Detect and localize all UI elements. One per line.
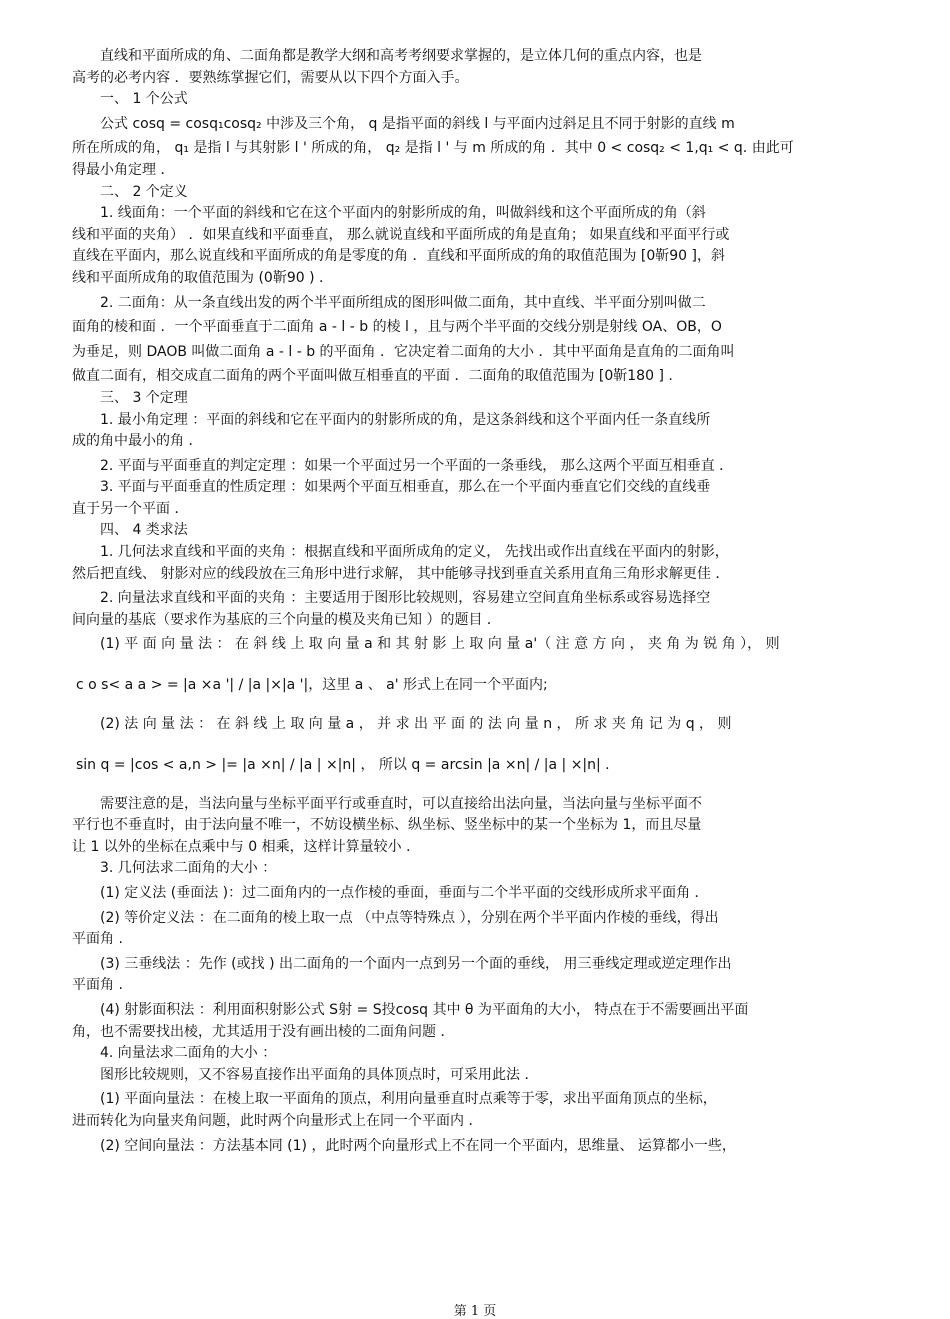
paragraph-line: 图形比较规则，又不容易直接作出平面角的具体顶点时，可采用此法 ．	[72, 1066, 539, 1083]
paragraph-line: 1. 最小角定理 ：平面的斜线和它在平面内的射影所成的角，是这条斜线和这个平面内任一条直线所	[72, 411, 711, 428]
page-number: 第 1 页	[453, 1304, 497, 1319]
paragraph-line: (1) 定义法 (垂面法 )：过二面角内的一点作棱的垂面，垂面与二个半平面的交线形成所求平面角 ．	[72, 885, 709, 901]
paragraph-line: 4. 向量法求二面角的大小 ：	[72, 1045, 277, 1062]
paragraph-line: 成的角中最小的角 ．	[72, 433, 203, 450]
paragraph-line: 直线在平面内，那么说直线和平面所成的角是零度的角 ．直线和平面所成的角的取值范围为 [0靳90 ]，斜	[72, 248, 725, 265]
paragraph-line: 1. 几何法求直线和平面的夹角 ：根据直线和平面所成角的定义， 先找出或作出直线在平面内的射影，	[72, 544, 729, 561]
paragraph-line: 让 1 以外的坐标在点乘中与 0 相乘，这样计算量较小 ．	[72, 838, 421, 855]
paragraph-line: (2) 等价定义法 ：在二面角的棱上取一点 （中点等特殊点 ），分别在两个半平面内作棱的垂线，得出	[72, 909, 719, 926]
paragraph-line: (2) 法 向 量 法 ： 在 斜 线 上 取 向 量 a ， 并 求 出 平 面 的 法 向 量 n ， 所 求 夹 角 记 为 q ， 则	[72, 716, 732, 733]
paragraph-line: 得最小角定理 ．	[72, 161, 175, 178]
paragraph-line: 高考的必考内容 ．要熟练掌握它们，需要从以下四个方面入手。	[72, 69, 469, 86]
paragraph-line: 2. 向量法求直线和平面的夹角 ：主要适用于图形比较规则，容易建立空间直角坐标系或容易选择空	[72, 590, 711, 607]
paragraph-line: 进而转化为向量夹角问题，此时两个向量形式上在同一个平面内 ．	[72, 1112, 483, 1129]
paragraph-line: 做直二面有，相交成直二面角的两个平面叫做互相垂直的平面 ．二面角的取值范围为 [0靳180 ] .	[72, 368, 673, 385]
paragraph-line: (1) 平面向量法 ：在棱上取一平面角的顶点，利用向量垂直时点乘等于零，求出平面角顶点的坐标，	[72, 1091, 717, 1108]
section-heading: 三、 3 个定理	[72, 389, 188, 406]
paragraph-line: 所在所成的角， q₁ 是指 l 与其射影 l ' 所成的角， q₂ 是指 l ' 与 m 所成的角 ．其中 0 < cosq₂ < 1,q₁ < q. 由此可	[72, 140, 794, 157]
paragraph-line: 间向量的基底（要求作为基底的三个向量的模及夹角已知 ）的题目 ．	[72, 611, 501, 628]
section-heading: 二、 2 个定义	[72, 183, 188, 200]
formula-cos: c o s< a a > = |a ×a '| / |a |×|a '|，这里 a 、 a' 形式上在同一个平面内;	[76, 677, 548, 694]
paragraph-line: 直线和平面所成的角、二面角都是教学大纲和高考考纲要求掌握的，是立体几何的重点内容，也是	[72, 48, 702, 64]
paragraph-line: 平面角 .	[72, 931, 123, 948]
paragraph-line: 平行也不垂直时，由于法向量不唯一，不妨设横坐标、纵坐标、竖坐标中的某一个坐标为 1，而且尽量	[72, 817, 702, 834]
paragraph-line: (2) 空间向量法 ：方法基本同 (1) ，此时两个向量形式上不在同一个平面内，思维量、 运算都小一些，	[72, 1137, 736, 1154]
paragraph-line: 3. 几何法求二面角的大小 ：	[72, 860, 277, 877]
paragraph-line: 线和平面的夹角） ．如果直线和平面垂直， 那么就说直线和平面所成的角是直角； 如果直线和平面平行或	[72, 226, 730, 243]
paragraph-line: (4) 射影面积法 ：利用面积射影公式 S射 = S投cosq 其中 θ 为平面角的大小， 特点在于不需要画出平面	[72, 1001, 749, 1018]
paragraph-line: 需要注意的是，当法向量与坐标平面平行或垂直时，可以直接给出法向量，当法向量与坐标平面不	[72, 795, 702, 812]
paragraph-line: 为垂足，则 DAOB 叫做二面角 a - l - b 的平面角 ．它决定着二面角的大小 ．其中平面角是直角的二面角叫	[72, 343, 735, 360]
paragraph-line: 线和平面所成角的取值范围为 (0靳90 ) .	[72, 269, 324, 286]
formula-sin: sin q = |cos < a,n > |= |a ×n| / |a | ×|n| ， 所以 q = arcsin |a ×n| / |a | ×|n| .	[76, 756, 610, 773]
paragraph-line: (3) 三垂线法 ：先作 (或找 ) 出二面角的一个面内一点到另一个面的垂线， 用三垂线定理或逆定理作出	[72, 955, 732, 972]
paragraph-line: 公式 cosq = cosq₁cosq₂ 中涉及三个角， q 是指平面的斜线 l 与平面内过斜足且不同于射影的直线 m	[72, 115, 735, 132]
paragraph-line: 1. 线面角：一个平面的斜线和它在这个平面内的射影所成的角，叫做斜线和这个平面所成的角（斜	[72, 205, 706, 222]
paragraph-line: 2. 平面与平面垂直的判定定理 ：如果一个平面过另一个平面的一条垂线， 那么这两个平面互相垂直 ．	[72, 457, 734, 474]
paragraph-line: 角，也不需要找出棱，尤其适用于没有画出棱的二面角问题 ．	[72, 1023, 455, 1040]
paragraph-line: 2. 二面角：从一条直线出发的两个半平面所组成的图形叫做二面角，其中直线、半平面分别叫做二	[72, 294, 706, 311]
paragraph-line: 然后把直线、 射影对应的线段放在三角形中进行求解， 其中能够寻找到垂直关系用直角三角形求解更佳 ．	[72, 565, 730, 582]
paragraph-line: 面角的棱和面 ．一个平面垂直于二面角 a - l - b 的棱 l ，且与两个半平面的交线分别是射线 OA、OB，O	[72, 319, 722, 336]
paragraph-line: (1) 平 面 向 量 法 ： 在 斜 线 上 取 向 量 a 和 其 射 影 上 取 向 量 a'（ 注 意 方 向 ， 夹 角 为 锐 角 ）， 则	[72, 636, 780, 653]
paragraph-line: 平面角 .	[72, 977, 123, 994]
document-body	[72, 46, 880, 1157]
paragraph-line: 3. 平面与平面垂直的性质定理 ：如果两个平面互相垂直，那么在一个平面内垂直它们交线的直线垂	[72, 479, 711, 496]
section-heading: 四、 4 类求法	[72, 522, 188, 539]
section-heading: 一、 1 个公式	[72, 91, 188, 108]
paragraph-line: 直于另一个平面 ．	[72, 500, 189, 517]
